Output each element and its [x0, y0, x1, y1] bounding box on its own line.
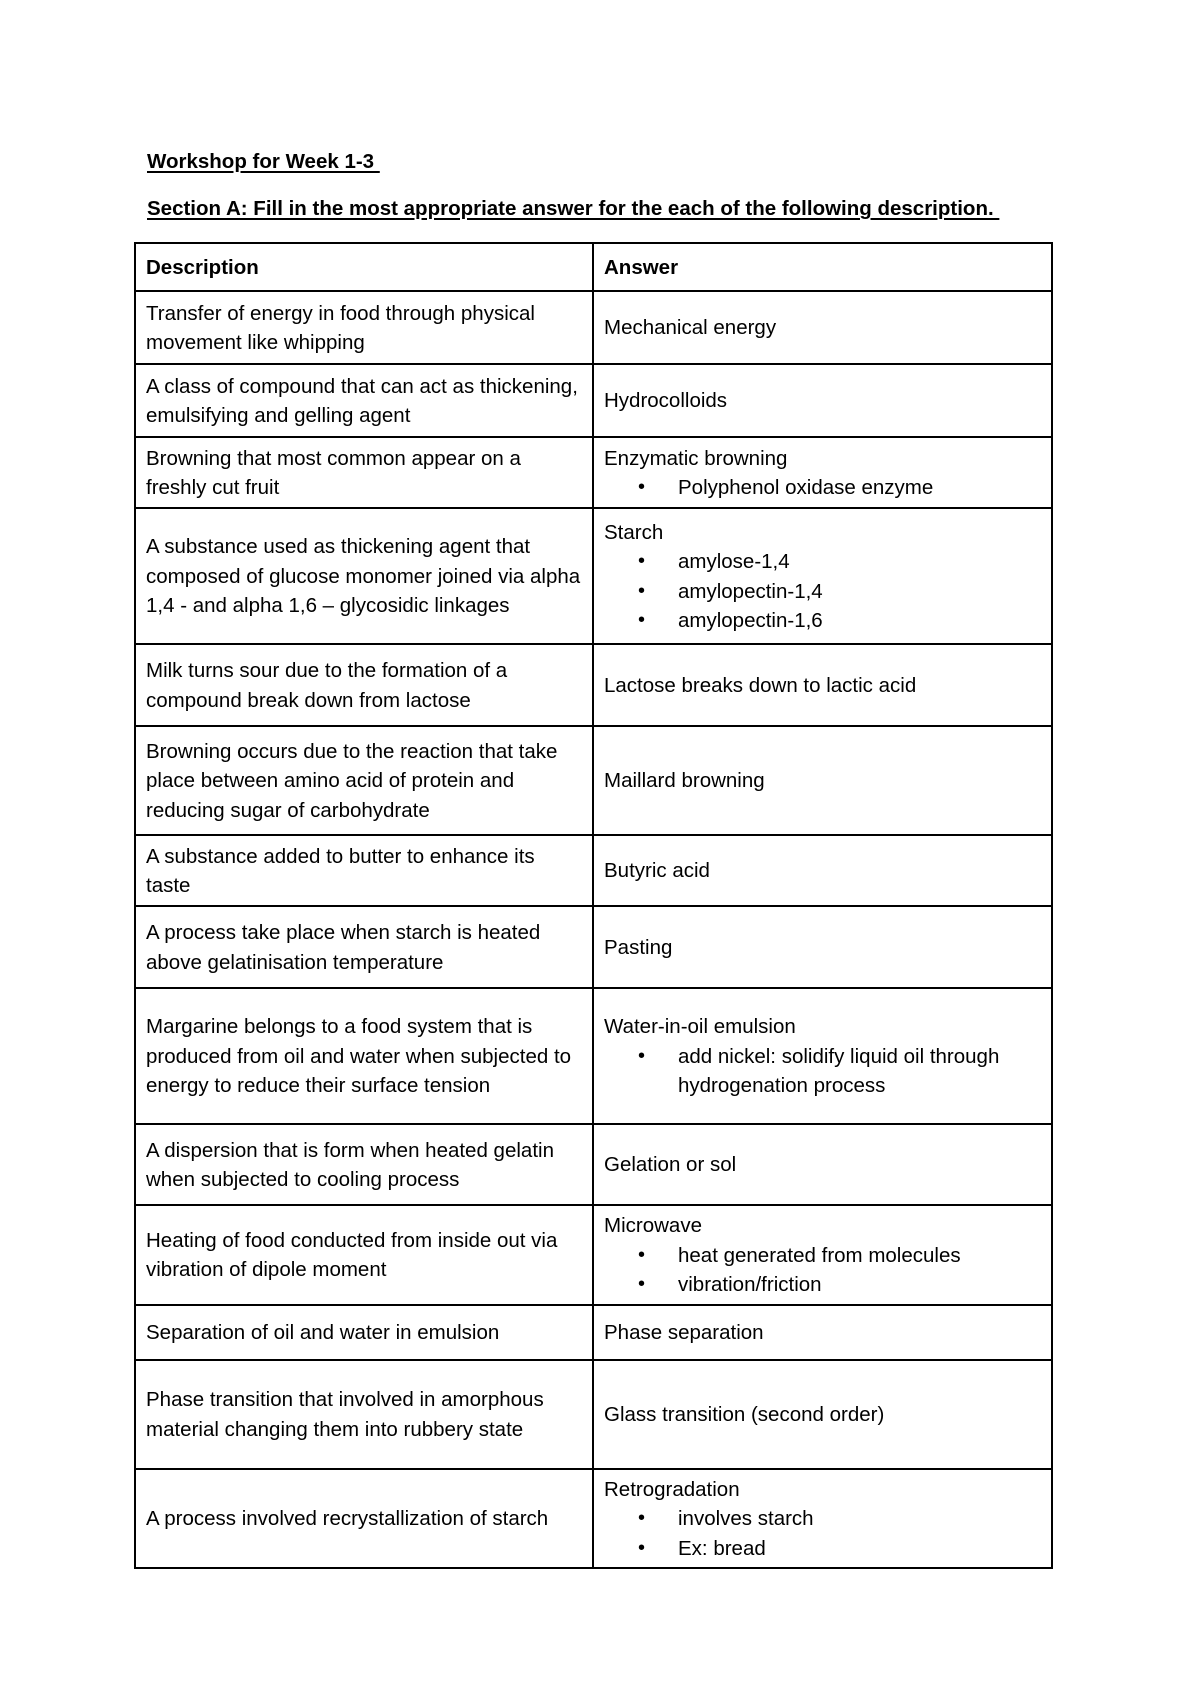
table-row: [135, 906, 1052, 988]
answer-cell: [593, 508, 1052, 644]
answer-text: Water-in-oil emulsion: [604, 1015, 796, 1039]
table-row: [135, 1360, 1052, 1469]
description-cell: Phase transition that involved in amorphous material changing them into rubbery state: [135, 1360, 593, 1469]
description-cell: A dispersion that is form when heated gelatin when subjected to cooling process: [135, 1124, 593, 1205]
answer-bullet: • amylopectin-1,4: [638, 577, 1041, 607]
answer-bullet-list: [604, 1241, 1041, 1300]
table-row: [135, 644, 1052, 726]
answer-cell: [593, 644, 1052, 726]
table-row: [135, 835, 1052, 906]
answer-text: Microwave: [604, 1214, 702, 1237]
answer-text: Phase separation: [604, 1320, 764, 1344]
answer-bullet: • amylopectin-1,6: [638, 606, 1041, 636]
answer-text: Pasting: [604, 935, 673, 959]
answer-text: Maillard browning: [604, 769, 765, 793]
description-cell: Heating of food conducted from inside out via vibration of dipole moment: [135, 1205, 593, 1305]
table-row: [135, 508, 1052, 644]
description-cell: Margarine belongs to a food system that is produced from oil and water when subjected to energy to reduce their surface tension: [135, 988, 593, 1124]
description-cell: A substance added to butter to enhance its taste: [135, 835, 593, 906]
description-cell: Browning that most common appear on a freshly cut fruit: [135, 437, 593, 508]
answer-text: Hydrocolloids: [604, 389, 728, 413]
answer-bullet: • amylose-1,4: [638, 547, 1041, 577]
answer-bullet-list: [604, 547, 1041, 636]
description-cell: A class of compound that can act as thickening, emulsifying and gelling agent: [135, 364, 593, 437]
table-row: [135, 291, 1052, 364]
header-description: Description: [135, 243, 593, 291]
description-cell: A process involved recrystallization of starch: [135, 1469, 593, 1569]
answer-text: Enzymatic browning: [604, 446, 788, 470]
description-cell: Separation of oil and water in emulsion: [135, 1305, 593, 1360]
document-title: Workshop for Week 1-3: [147, 150, 380, 173]
qa-table: [134, 242, 1053, 1569]
answer-text: Starch: [604, 520, 664, 544]
description-cell: Milk turns sour due to the formation of a compound break down from lactose: [135, 644, 593, 726]
answer-bullet: • Ex: bread: [638, 1534, 1041, 1564]
answer-text: Butyric acid: [604, 859, 710, 883]
section-heading: Section A: Fill in the most appropriate answer for the each of the following description.: [147, 197, 1000, 220]
answer-bullet: • add nickel: solidify liquid oil through hydrogenation process: [638, 1042, 1041, 1101]
answer-text: Retrogradation: [604, 1477, 740, 1501]
answer-bullet-list: [604, 1504, 1041, 1563]
answer-bullet: • involves starch: [638, 1504, 1041, 1534]
table-row: [135, 1305, 1052, 1360]
answer-cell: [593, 291, 1052, 364]
answer-cell: [593, 1305, 1052, 1360]
answer-bullet: • Polyphenol oxidase enzyme: [638, 473, 1041, 503]
description-cell: Transfer of energy in food through physical movement like whipping: [135, 291, 593, 364]
answer-cell: [593, 906, 1052, 988]
answer-bullet: • vibration/friction: [638, 1270, 1041, 1300]
description-cell: Browning occurs due to the reaction that take place between amino acid of protein and reducing sugar of carbohydrate: [135, 726, 593, 835]
table-row: [135, 726, 1052, 835]
answer-cell: [593, 1469, 1052, 1569]
table-row: [135, 1469, 1052, 1569]
answer-bullet-list: [604, 473, 1041, 503]
table-row: [135, 364, 1052, 437]
answer-cell: [593, 726, 1052, 835]
answer-bullet: • heat generated from molecules: [638, 1241, 1041, 1271]
answer-text: Lactose breaks down to lactic acid: [604, 673, 917, 697]
answer-text: Glass transition (second order): [604, 1402, 885, 1426]
answer-cell: [593, 1360, 1052, 1469]
table-row: [135, 1124, 1052, 1205]
answer-bullet-list: [604, 1042, 1041, 1101]
answer-text: Gelation or sol: [604, 1153, 737, 1177]
table-row: [135, 1205, 1052, 1305]
answer-cell: [593, 988, 1052, 1124]
header-answer: Answer: [593, 243, 1052, 291]
answer-cell: [593, 364, 1052, 437]
table-row: [135, 988, 1052, 1124]
description-cell: A process take place when starch is heated above gelatinisation temperature: [135, 906, 593, 988]
answer-cell: [593, 437, 1052, 508]
table-header-row: [135, 243, 1052, 291]
answer-text: Mechanical energy: [604, 316, 777, 340]
answer-cell: [593, 1124, 1052, 1205]
description-cell: A substance used as thickening agent that composed of glucose monomer joined via alpha 1,4 - and alpha 1,6 – glycosidic linkages: [135, 508, 593, 644]
answer-cell: [593, 1205, 1052, 1305]
table-row: [135, 437, 1052, 508]
answer-cell: [593, 835, 1052, 906]
